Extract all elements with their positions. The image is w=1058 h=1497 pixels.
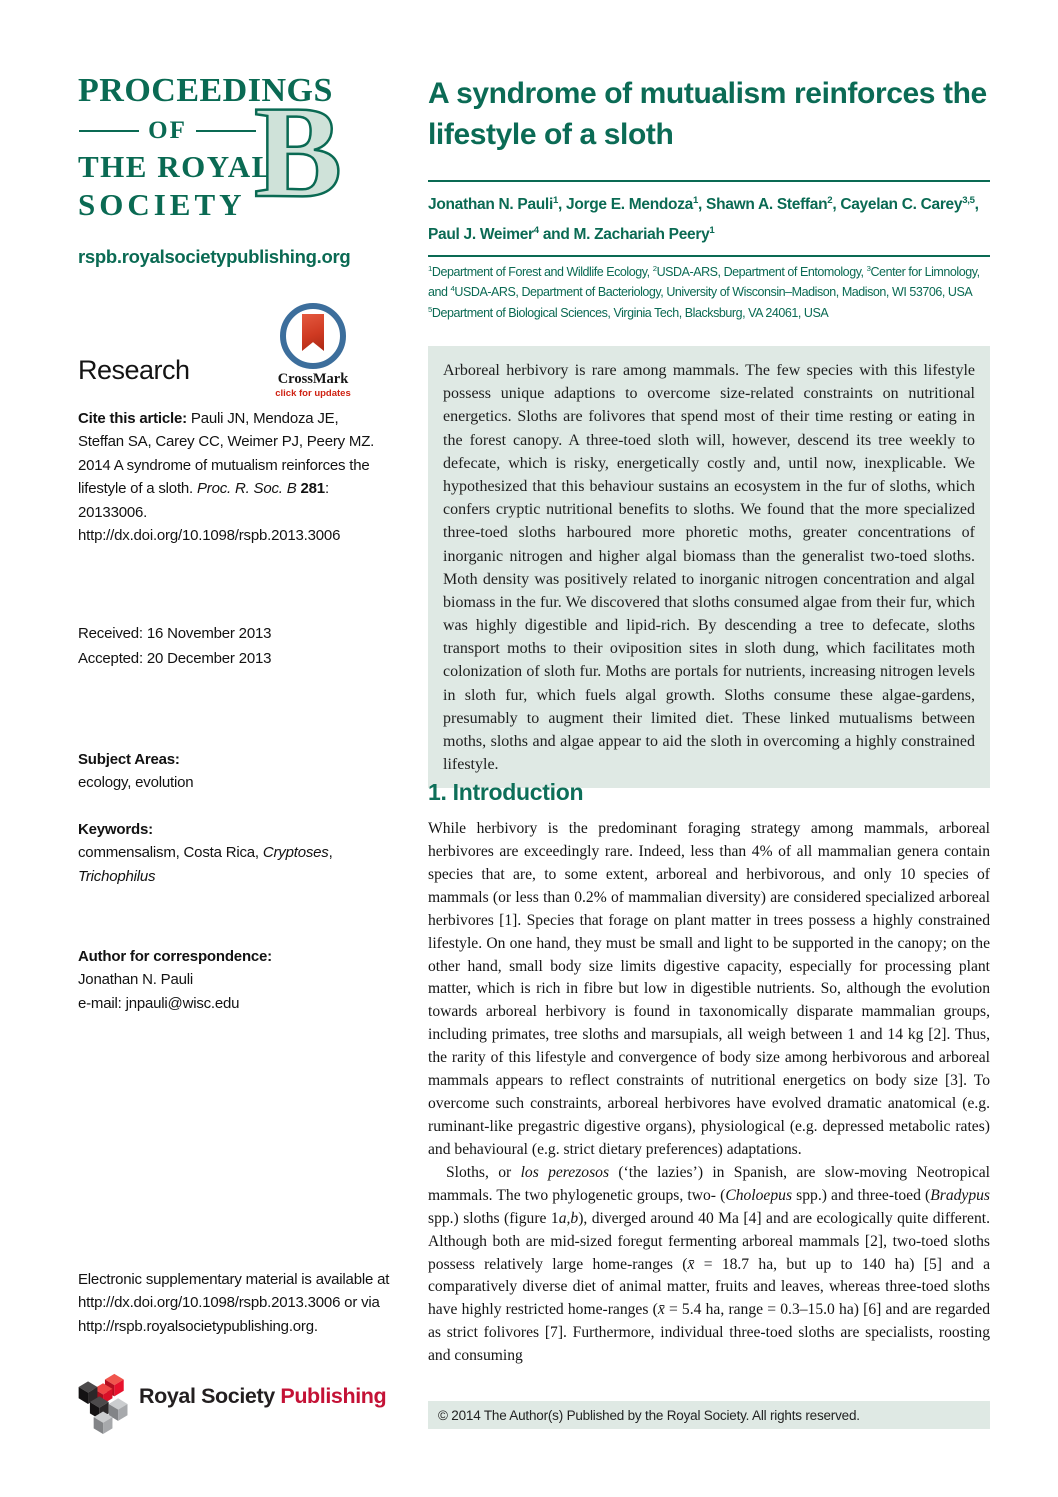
royal-society-publishing-logo: [76, 1372, 386, 1434]
affiliation-line-3: $^5$Department of Biological Sciences, Virginia Tech, Blacksburg, VA 24061, USA: [428, 304, 829, 320]
author-correspondence: [78, 945, 385, 1015]
keywords-value: commensalism, Costa Rica, Cryptoses, Trichophilus: [78, 844, 333, 885]
affiliations: [428, 262, 990, 323]
masthead-proceedings: PROCEEDINGS: [78, 72, 333, 109]
masthead-the-royal: THE ROYAL: [78, 149, 274, 184]
intro-paragraph-1: While herbivory is the predominant foraging strategy among mammals, arboreal herbivores are exceedingly rare. Indeed, less than 4% of all mammalian genera contain species that are, to some extent, arboreal and herbivorous, and only 10 species of mammals (or less than 0.2% of mammalian diversity) are considered specialized arboreal herbivores [1]. Species that forage on plant matter in trees possess a highly constrained lifestyle. On one hand, they must be small and light to be supported in the canopy; on the other hand, small body size limits digestive capacity, especially for processing plant matter, which is rich in fibre but low in digestible nutrients. So, although the evolution towards arboreal herbivory is found in taxonomically disparate mammalian groups, including primates, tree sloths and marsupials, all weigh between 1 and 14 kg [2]. Thus, the rarity of this lifestyle and convergence of body size among herbivorous and arboreal mammals appears to reflect constraints of nutritional energetics on body size [3]. To overcome such constraints, arboreal herbivores have evolved dramatic anatomical (e.g. ruminant-like pregastric digestive organs), physiological (e.g. depressed metabolic rates) and behavioural (e.g. strict dietary preferences) adaptations.: [428, 820, 990, 1158]
author-line-2: Paul J. Weimer$^4$ and M. Zachariah Peery$^1$: [428, 225, 715, 244]
cite-this-article[interactable]: Cite this article: Pauli JN, Mendoza JE, Steffan SA, Carey CC, Weimer PJ, Peery MZ. 2014 A syndrome of mutualism reinforces the lifestyle of a sloth. Proc. R. Soc. B 281: 20133006. http://dx.doi.org/10.1098/rspb.2013.3006: [78, 410, 375, 544]
publisher-name-red: Publishing: [280, 1384, 387, 1408]
correspondence-label: Author for correspondence:: [78, 948, 272, 965]
subject-areas-label: Subject Areas:: [78, 751, 180, 768]
affiliation-line-2: and $^4$USDA-ARS, Department of Bacteriology, University of Wisconsin–Madison, Madison, WI 53706, USA: [428, 284, 973, 300]
research-section-label: Research: [78, 355, 190, 385]
masthead-of-row: [79, 117, 256, 145]
keywords-label: Keywords:: [78, 821, 153, 838]
crossmark-circle-icon: [280, 303, 346, 369]
supplementary-material-note[interactable]: Electronic supplementary material is available at http://dx.doi.org/10.1098/rspb.2013.3006 or via http://rspb.royalsocietypublishing.org.: [78, 1271, 390, 1335]
of-rule-right: [196, 130, 256, 132]
subject-areas: [78, 748, 385, 795]
publisher-wordmark: [139, 1384, 386, 1409]
affiliation-line-1: $^1$Department of Forest and Wildlife Ecology, $^2$USDA-ARS, Department of Entomology, $^3$Center for Limnology,: [428, 263, 980, 279]
section-heading-introduction: 1. Introduction: [428, 779, 584, 805]
correspondence-name: Jonathan N. Pauli: [78, 971, 194, 989]
intro-paragraph-2: Sloths, or los perezosos (‘the lazies’) in Spanish, are slow-moving Neotropical mammals. The two phylogenetic groups, two- (Choloepus spp.) and three-toed (Bradypus spp.) sloths (figure 1a,b), diverged around 40 Ma [4] and are ecologically quite different. Although both are mid-sized foregut fermenting arboreal mammals [2], two-toed sloths possess relatively large home-ranges (x̄ = 18.7 ha, but up to 140 ha) [5] and a comparatively diverse diet of animal matter, fruits and leaves, whereas three-toed sloths have highly restricted home-ranges (x̄ = 5.4 ha, range = 0.3–15.0 ha) [6] and are regarded as strict folivores [7]. Furthermore, individual three-toed sloths are specialists, roosting and consuming: [428, 1163, 991, 1365]
author-line-1: Jonathan N. Pauli$^1$, Jorge E. Mendoza$^1$, Shawn A. Steffan$^2$, Cayelan C. Carey$^{3,5}$,: [428, 194, 979, 213]
keywords: [78, 818, 385, 888]
b-letter: B: [254, 88, 343, 210]
divider-below-authors: [428, 255, 990, 257]
masthead-of: OF: [148, 117, 187, 144]
crossmark-ribbon-icon: [302, 314, 324, 351]
abstract: Arboreal herbivory is rare among mammals. The few species with this lifestyle possess unique adaptions to overcome size-related constraints on nutritional energetics. Sloths are folivores that spend most of their time resting or eating in the forest canopy. A three-toed sloth will, however, descend its tree weekly to defecate, which is risky, energetically costly and, until now, inexplicable. We hypothesized that this behaviour sustains an ecosystem in the fur of sloths, which confers cryptic nutritional benefits to sloths. We found that the more specialized three-toed sloths harboured more phoretic moths, greater concentrations of inorganic nitrogen and higher algal biomass than the generalist two-toed sloths. Moth density was positively related to inorganic nitrogen concentration and algal biomass in the fur. We discovered that sloths consumed algae from their fur, which was highly digestible and lipid-rich. By descending a tree to defecate, sloths transport moths to their oviposition sites in sloth dung, which facilitates moth colonization of sloth fur. Moths are portals for nutrients, increasing nitrogen levels in sloth fur, which fuels algal growth. Sloths consume these algae-gardens, presumably to augment their limited diet. These linked mutualisms between moths, sloths and algae appear to aid the sloth in overcoming a highly constrained lifestyle.: [428, 346, 990, 788]
crossmark-name: CrossMark: [277, 371, 349, 387]
publisher-name-black: Royal Society: [139, 1384, 281, 1408]
crossmark-tagline: click for updates: [275, 388, 351, 399]
crossmark-badge[interactable]: [268, 303, 358, 399]
of-rule-left: [79, 130, 139, 132]
author-list: [428, 190, 990, 250]
copyright-strip: [428, 1401, 990, 1429]
cubes-icon: [76, 1372, 132, 1434]
journal-site-url[interactable]: rspb.royalsocietypublishing.org: [78, 246, 351, 267]
introduction-body: [428, 818, 990, 1368]
correspondence-email[interactable]: e-mail: jnpauli@wisc.edu: [78, 994, 240, 1012]
received-date: Received: 16 November 2013: [78, 625, 272, 642]
divider-above-authors: [428, 180, 990, 182]
journal-b-logo: [252, 88, 352, 210]
masthead-society: SOCIETY: [78, 187, 246, 222]
article-title: A syndrome of mutualism reinforces the lifestyle of a sloth: [428, 77, 987, 151]
accepted-date: Accepted: 20 December 2013: [78, 649, 272, 667]
copyright-text: © 2014 The Author(s) Published by the Royal Society. All rights reserved.: [438, 1407, 860, 1423]
dates-block: [78, 622, 385, 672]
subject-areas-value: ecology, evolution: [78, 774, 194, 792]
